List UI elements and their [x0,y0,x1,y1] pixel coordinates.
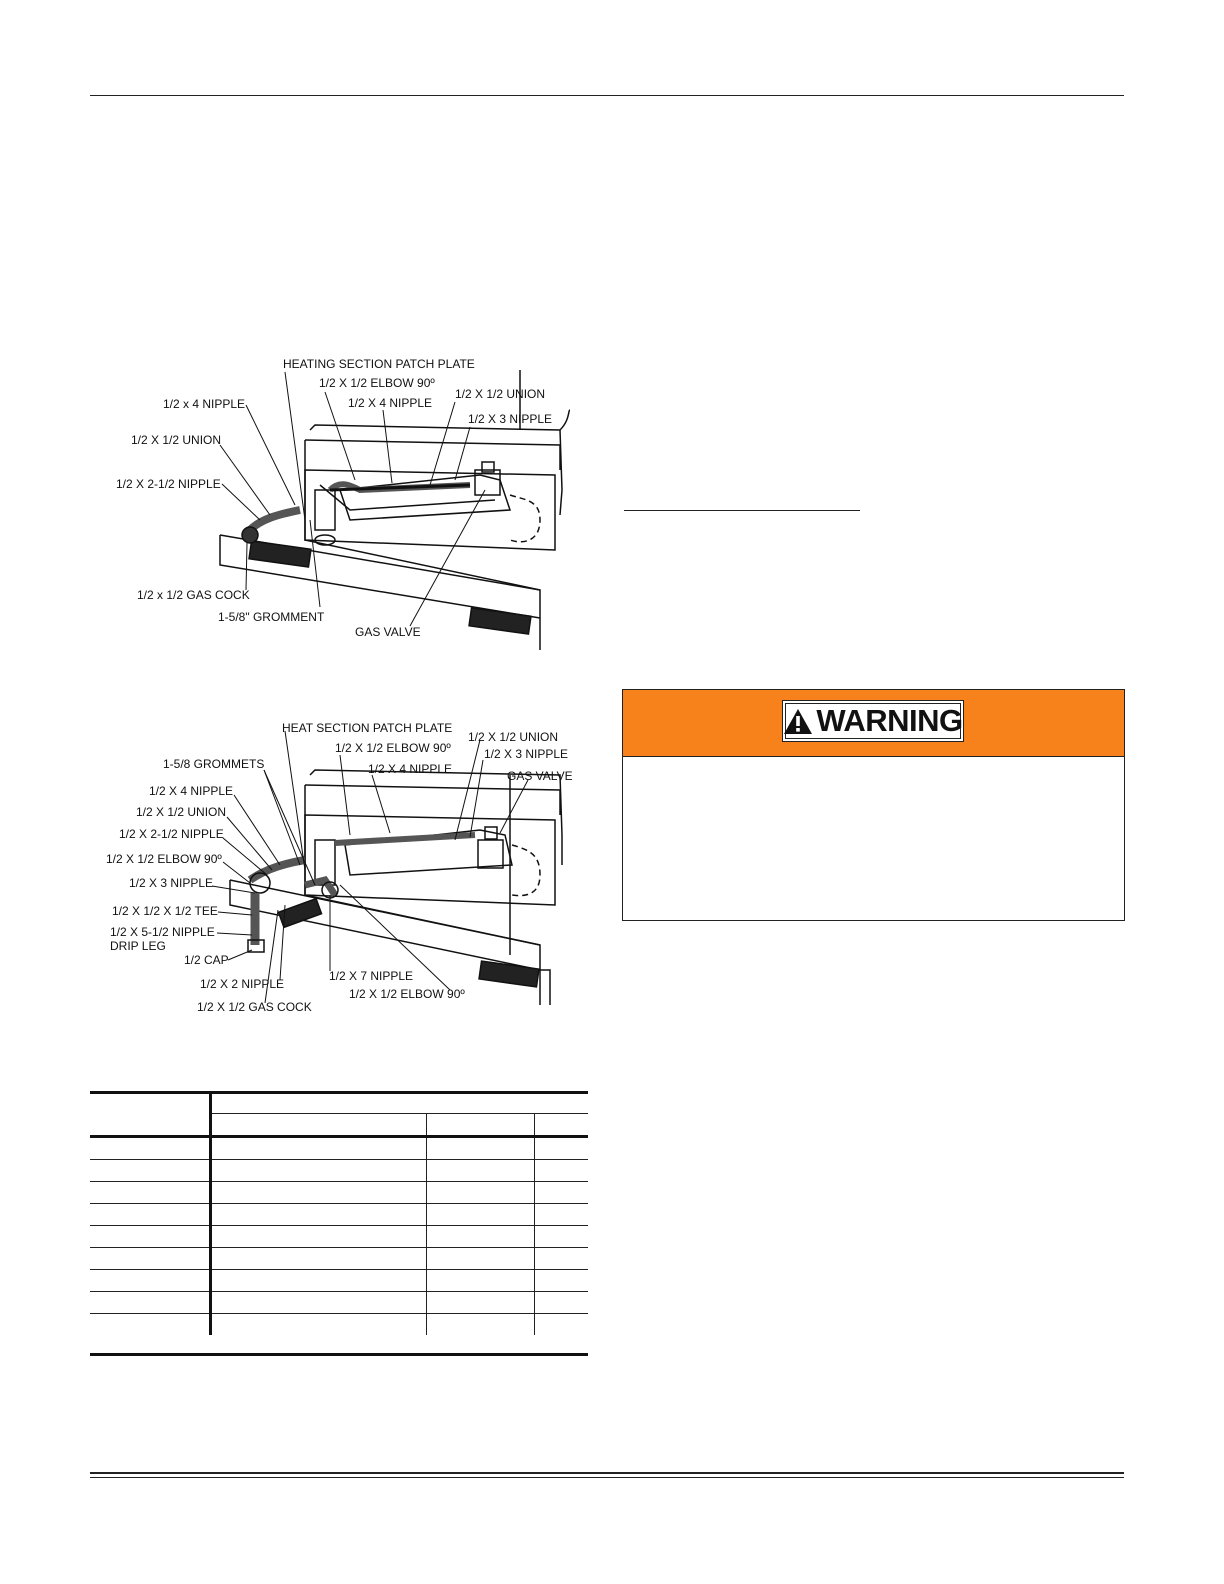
specification-table [90,1092,588,1335]
table-cell [426,1137,534,1160]
table-cell [211,1292,427,1314]
fig2-nipple2-label: 1/2 X 2 NIPPLE [200,977,285,991]
fig2-tee-label: 1/2 X 1/2 X 1/2 TEE [112,904,218,918]
table-cell [426,1248,534,1270]
fig2-drip-leg-line2-label: DRIP LEG [110,939,166,953]
fig2-elbow-left-label: 1/2 X 1/2 ELBOW 90º [106,852,222,866]
table-cell [90,1226,211,1248]
table-cell [534,1314,588,1336]
table-cell [534,1270,588,1292]
table-header-cell [90,1092,211,1137]
table-row [90,1270,588,1292]
table-row [90,1137,588,1160]
fig1-gas-valve-label: GAS VALVE [355,625,421,639]
fig2-patch-plate-label: HEAT SECTION PATCH PLATE [282,721,453,735]
fig2-nipple7-label: 1/2 X 7 NIPPLE [329,969,414,983]
table-cell [426,1204,534,1226]
table-row [90,1292,588,1314]
table-cell [90,1248,211,1270]
table-cell [426,1292,534,1314]
figure-1-leader-lines [220,372,485,626]
warning-header-band [623,690,1124,757]
table-cell [426,1270,534,1292]
table-cell [534,1248,588,1270]
warning-box [622,689,1125,921]
section-heading-underline [624,510,860,511]
fig1-patch-plate-label: HEATING SECTION PATCH PLATE [283,357,475,371]
table-cell [534,1182,588,1204]
warning-triangle-icon [783,708,813,735]
table-row [90,1226,588,1248]
table-cell [426,1226,534,1248]
fig2-nipple3-left-label: 1/2 X 3 NIPPLE [129,876,214,890]
table-cell [211,1226,427,1248]
fig2-elbow-top-label: 1/2 X 1/2 ELBOW 90º [335,741,451,755]
table-cell [211,1182,427,1204]
table-row [90,1314,588,1336]
fig2-union-right-label: 1/2 X 1/2 UNION [468,730,559,744]
footer-rule-thick [90,1472,1124,1474]
table-cell [211,1270,427,1292]
fig2-gas-valve-label: GAS VALVE [507,769,573,783]
table-cell [211,1314,427,1336]
table-cell [534,1160,588,1182]
table-cell [534,1226,588,1248]
figure-1-gas-piping-diagram [100,350,580,670]
header-rule [90,95,1124,96]
table-bottom-rule [90,1353,588,1356]
fig1-nipple4-left-label: 1/2 x 4 NIPPLE [163,397,246,411]
table-cell [90,1204,211,1226]
warning-label-text: WARNING [816,703,963,738]
table-cell [211,1248,427,1270]
table-cell [211,1204,427,1226]
table-cell [90,1160,211,1182]
table-row [90,1182,588,1204]
fig1-nipple3-label: 1/2 X 3 NIPPLE [468,412,553,426]
table-header-cell [211,1092,589,1114]
table-cell [426,1182,534,1204]
fig1-union-right-label: 1/2 X 1/2 UNION [455,387,546,401]
fig2-nipple4-right-label: 1/2 X 4 NIPPLE [368,762,453,776]
fig2-elbow-bottom-label: 1/2 X 1/2 ELBOW 90º [349,987,465,1001]
table-cell [90,1270,211,1292]
fig2-nipple4-left-label: 1/2 X 4 NIPPLE [149,784,234,798]
warning-signal-word [782,700,964,742]
table-cell [426,1314,534,1336]
table-row [90,1248,588,1270]
fig1-nipple4-right-label: 1/2 X 4 NIPPLE [348,396,433,410]
table-cell [534,1292,588,1314]
fig1-grommet-label: 1-5/8" GROMMENT [218,610,325,624]
table-cell [90,1182,211,1204]
fig2-grommets-label: 1-5/8 GROMMETS [163,757,265,771]
fig2-cap-label: 1/2 CAP [184,953,229,967]
table-cell [90,1314,211,1336]
table-cell [534,1137,588,1160]
fig2-union-left-label: 1/2 X 1/2 UNION [136,805,227,819]
figure-2-gas-piping-diagram [100,715,580,1020]
fig1-nipple2-5-label: 1/2 X 2-1/2 NIPPLE [116,477,221,491]
fig2-nipple2-5-label: 1/2 X 2-1/2 NIPPLE [119,827,224,841]
table-cell [534,1204,588,1226]
table-row [90,1204,588,1226]
table-cell [211,1160,427,1182]
table-cell [90,1292,211,1314]
footer-rule-thin [90,1477,1124,1478]
table-subheader-cell [211,1114,427,1137]
fig2-nipple3-right-label: 1/2 X 3 NIPPLE [484,747,569,761]
fig1-gas-cock-label: 1/2 x 1/2 GAS COCK [137,588,250,602]
fig2-gas-cock-label: 1/2 X 1/2 GAS COCK [197,1000,312,1014]
table-header-row [90,1092,588,1114]
table-cell [211,1137,427,1160]
table-subheader-cell [426,1114,534,1137]
fig1-elbow-label: 1/2 X 1/2 ELBOW 90º [319,376,435,390]
table-cell [426,1160,534,1182]
table-row [90,1160,588,1182]
table-cell [90,1137,211,1160]
fig1-union-left-label: 1/2 X 1/2 UNION [131,433,222,447]
table-subheader-cell [534,1114,588,1137]
fig2-drip-leg-line1-label: 1/2 X 5-1/2 NIPPLE [110,925,215,939]
